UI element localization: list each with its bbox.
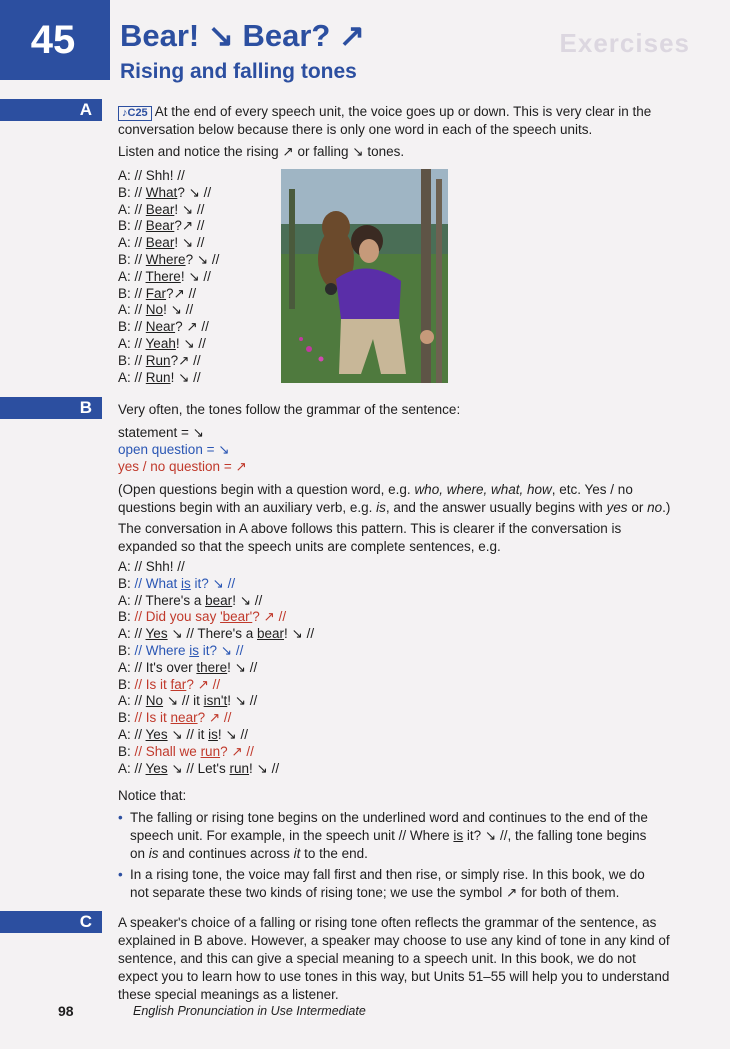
line-text: // — [134, 184, 146, 200]
text-span: no — [647, 500, 663, 515]
line-text: // — [134, 218, 146, 234]
speaker-label: A: — [118, 335, 131, 351]
line-end: // — [193, 201, 205, 217]
line-part: // Shall we — [134, 743, 201, 759]
line-text: // — [134, 251, 146, 267]
speaker-label: B: — [118, 285, 131, 301]
line-part: // — [134, 726, 146, 742]
line-text: // — [134, 352, 146, 368]
dialogue-line — [118, 576, 314, 593]
speaker-label: A: — [118, 726, 131, 742]
stressed-word: Far — [145, 285, 167, 301]
section-a-intro — [118, 103, 678, 139]
line-text: // — [134, 235, 146, 251]
speaker-label: B: — [118, 743, 131, 759]
speaker-label: B: — [118, 676, 131, 692]
tone-rule-statement: statement = ↘ — [118, 425, 204, 440]
text-span: is — [453, 828, 464, 843]
dialogue-line — [118, 693, 314, 710]
line-part: isn't — [203, 693, 228, 709]
section-a-marker — [0, 99, 102, 121]
tone-marker: ! ↘ — [163, 302, 182, 318]
page-subtitle: Rising and falling tones — [120, 60, 357, 83]
book-title: English Pronunciation in Use Intermediate — [133, 1004, 366, 1018]
line-part: run — [200, 743, 221, 759]
stressed-word: There — [145, 268, 181, 284]
speaker-label: A: — [118, 592, 131, 608]
dialogue-line — [118, 252, 219, 269]
dialogue-line — [118, 626, 314, 643]
speaker-label: B: — [118, 218, 131, 234]
dialogue-line — [118, 202, 219, 219]
section-a-label: A — [79, 100, 92, 119]
line-part: far — [170, 676, 187, 692]
instruction-part: or falling — [297, 144, 349, 159]
dialogue-line — [118, 727, 314, 744]
line-part: bear — [205, 592, 233, 608]
bear-photo — [281, 169, 448, 383]
section-b-intro: Very often, the tones follow the grammar of the sentence: — [118, 402, 461, 417]
section-a-instruction — [118, 143, 678, 161]
section-a-intro-text: At the end of every speech unit, the voice goes up or down. This is very clear in the conversation below because there is only one word in each of the speech units. — [118, 104, 652, 137]
stressed-word: Run — [145, 369, 171, 385]
line-part: it? ↘ // — [190, 575, 236, 591]
tone-marker: ! ↘ — [174, 201, 194, 217]
speaker-label: B: — [118, 642, 131, 658]
audio-track-label: C25 — [127, 107, 148, 119]
dialogue-a — [118, 168, 219, 386]
line-part: Yes — [145, 760, 168, 776]
speaker-label: B: — [118, 575, 131, 591]
line-part: ! ↘ // — [227, 659, 258, 675]
line-part: ? ↗ // — [186, 676, 221, 692]
dialogue-line — [118, 593, 314, 610]
line-part: ? ↗ // — [220, 743, 254, 759]
dialogue-line — [118, 353, 219, 370]
stressed-word: Run — [145, 352, 171, 368]
section-b-label: B — [79, 398, 92, 417]
line-part: // — [134, 626, 146, 642]
line-end: // — [193, 235, 205, 251]
text-span: to the end. — [300, 846, 368, 861]
speaker-label: A: — [118, 659, 131, 675]
text-span: , etc. Yes / no questions begin with an auxiliary verb, e.g. — [118, 482, 633, 515]
line-part: Yes — [145, 726, 168, 742]
section-b-explanation — [118, 481, 678, 517]
bullet-icon: • — [118, 867, 123, 882]
dialogue-line — [118, 660, 314, 677]
tone-marker: ?↗ — [166, 285, 185, 301]
dialogue-line — [118, 302, 219, 319]
dialogue-line — [118, 559, 314, 576]
stressed-word: Where — [145, 251, 186, 267]
line-part: // — [134, 693, 146, 709]
line-part: ! ↘ // — [217, 726, 248, 742]
text-span: it? ↘ //, the falling tone begins on — [130, 828, 647, 861]
speaker-label: B: — [118, 352, 131, 368]
stressed-word: Near — [145, 319, 176, 335]
line-part: 'bear' — [220, 609, 253, 625]
line-end: // — [208, 251, 220, 267]
speaker-label: A: — [118, 302, 131, 318]
speaker-label: B: — [118, 609, 131, 625]
line-end: // — [181, 302, 194, 318]
speaker-label: A: — [118, 626, 131, 642]
stressed-word: Yeah — [145, 335, 176, 351]
tone-rule-open-question: open question = ↘ — [118, 442, 230, 457]
line-end: // — [184, 285, 197, 301]
text-span: yes — [606, 500, 628, 515]
text-span: , and the answer usually begins with — [385, 500, 607, 515]
line-part: // There's a — [134, 592, 206, 608]
line-end: // — [199, 184, 212, 200]
dialogue-line — [118, 710, 314, 727]
dialogue-line — [118, 185, 219, 202]
stressed-word: Bear — [145, 201, 175, 217]
bullet-item — [118, 809, 658, 863]
line-part: it? ↘ // — [199, 642, 244, 658]
page-number: 98 — [58, 1003, 74, 1019]
instruction-part: tones. — [367, 144, 405, 159]
line-part: bear — [257, 626, 285, 642]
section-c-label: C — [79, 912, 92, 931]
stressed-word: No — [145, 302, 164, 318]
tone-marker: ? ↘ — [177, 184, 200, 200]
line-part: there — [196, 659, 228, 675]
speaker-label: A: — [118, 201, 131, 217]
line-part: // It's over — [134, 659, 197, 675]
line-part: // Where — [134, 642, 190, 658]
text-span: is — [376, 500, 386, 515]
text-span: and continues across — [158, 846, 294, 861]
unit-number-box — [0, 0, 110, 80]
dialogue-line — [118, 235, 219, 252]
tone-marker: ! ↘ — [180, 268, 200, 284]
text-span: The falling or rising tone begins on the underlined word and continues to the end of the speech unit. For example, in the speech unit // Where — [130, 810, 648, 843]
section-c-marker — [0, 911, 102, 933]
dialogue-line — [118, 677, 314, 694]
dialogue-line — [118, 643, 314, 660]
line-text: // — [134, 302, 146, 318]
line-part: // Did you say — [134, 609, 221, 625]
bullet-text — [130, 809, 658, 863]
text-span: .) — [662, 500, 671, 515]
line-part: // Shh! // — [134, 559, 185, 574]
text-span: or — [627, 500, 648, 515]
dialogue-line — [118, 319, 219, 336]
text-span: who, where, what, how — [414, 482, 552, 497]
line-part: ! ↘ // — [232, 592, 263, 608]
line-part: is — [208, 726, 218, 742]
dialogue-line — [118, 609, 314, 626]
line-part: // Is it — [134, 710, 171, 726]
speaker-label: A: — [118, 760, 131, 776]
line-text: // — [134, 285, 146, 301]
tone-marker: ?↗ — [170, 352, 190, 368]
line-part: run — [229, 760, 250, 776]
line-text: // — [134, 319, 146, 335]
speaker-label: B: — [118, 184, 131, 200]
tone-marker: ! ↘ — [170, 369, 190, 385]
speaker-label: B: — [118, 251, 131, 267]
line-part: ? ↗ // — [197, 710, 232, 726]
stressed-word: Bear — [145, 218, 175, 234]
line-end: // — [189, 352, 201, 368]
speaker-label: A: — [118, 268, 131, 284]
tone-marker: ? ↘ — [185, 251, 209, 267]
tone-marker: ?↗ — [174, 218, 194, 234]
tone-rule-yes-no-question: yes / no question = ↗ — [118, 459, 247, 474]
text-span: (Open questions begin with a question word, e.g. — [118, 482, 415, 497]
line-part: ↘ // There's a — [167, 626, 258, 642]
line-part: ↘ // Let's — [167, 760, 230, 776]
line-part: ! ↘ // — [227, 693, 258, 709]
line-part: is — [189, 642, 200, 658]
dialogue-line — [118, 168, 219, 185]
rising-arrow-icon: ↗ — [282, 144, 294, 159]
line-part: // Is it — [134, 676, 171, 692]
line-part: No — [145, 693, 164, 709]
section-c-text: A speaker's choice of a falling or rising tone often reflects the grammar of the sentence, as explained in B above. However, a speaker may choose to use any kind of tone in any kind of sentence, and this can give a special meaning to a speech unit. In this book, we do not expect you to learn how to use tones in this way, but Units 51–55 will help you to understand these special meanings as a listener. — [118, 915, 670, 1002]
line-part: // What — [134, 575, 182, 591]
speaker-label: B: — [118, 319, 131, 335]
line-part: ? ↗ // — [252, 609, 287, 625]
ghost-heading: Exercises — [559, 28, 690, 58]
unit-number: 45 — [30, 17, 76, 62]
speaker-label: A: — [118, 369, 131, 385]
tone-marker: ! ↘ — [174, 235, 194, 251]
line-part: near — [170, 710, 198, 726]
dialogue-line — [118, 218, 219, 235]
tone-marker: ! ↘ — [175, 335, 195, 351]
stressed-word: What — [145, 184, 178, 200]
dialogue-line — [118, 761, 314, 778]
speaker-label: A: — [118, 168, 131, 183]
line-end: // — [189, 369, 201, 385]
bullet-icon: • — [118, 810, 123, 825]
speaker-label: A: — [118, 235, 131, 251]
text-span: is — [148, 846, 159, 861]
bear-photo-illustration — [281, 169, 448, 383]
text-span: it — [293, 846, 301, 861]
line-part: ! ↘ // — [284, 626, 315, 642]
section-b-paragraph: The conversation in A above follows this pattern. This is clearer if the conversation is expanded so that the speech units are complete sentences, e.g. — [118, 521, 622, 554]
dialogue-line — [118, 286, 219, 303]
speaker-label: B: — [118, 710, 131, 726]
line-text: // — [134, 335, 146, 351]
falling-arrow-icon: ↘ — [352, 144, 364, 159]
dialogue-b — [118, 559, 314, 777]
section-b-marker — [0, 397, 102, 419]
speaker-label: A: — [118, 693, 131, 709]
audio-track-badge[interactable]: ♪C25 — [118, 106, 152, 121]
line-end: // — [197, 319, 209, 335]
line-part: ↘ // it — [163, 693, 204, 709]
dialogue-line — [118, 336, 219, 353]
line-part: is — [181, 575, 191, 591]
line-text: // — [134, 268, 146, 284]
bullet-text: In a rising tone, the voice may fall first and then rise, or simply rise. In this book, we do not separate these two kinds of rising tone; we use the symbol ↗ for both of them. — [130, 867, 645, 900]
dialogue-line — [118, 744, 314, 761]
instruction-part: Listen and notice the rising — [118, 144, 279, 159]
line-part: ! ↘ // — [249, 760, 280, 776]
line-part: Yes — [145, 626, 168, 642]
stressed-word: Bear — [145, 235, 175, 251]
bullet-item — [118, 866, 658, 902]
line-end: // — [199, 268, 211, 284]
dialogue-line — [118, 370, 219, 387]
line-end: // — [194, 335, 206, 351]
notice-heading: Notice that: — [118, 788, 187, 803]
tone-marker: ? ↗ — [175, 319, 198, 335]
dialogue-line — [118, 269, 219, 286]
line-part: ↘ // it — [167, 726, 209, 742]
line-text: // — [134, 369, 146, 385]
line-end: // — [193, 218, 205, 234]
line-part: // — [134, 760, 146, 776]
line-text: // — [134, 201, 146, 217]
line-text: // Shh! // — [134, 168, 185, 183]
page-title: Bear! ↘ Bear? ↗ — [120, 18, 365, 53]
speaker-label: A: — [118, 559, 131, 574]
